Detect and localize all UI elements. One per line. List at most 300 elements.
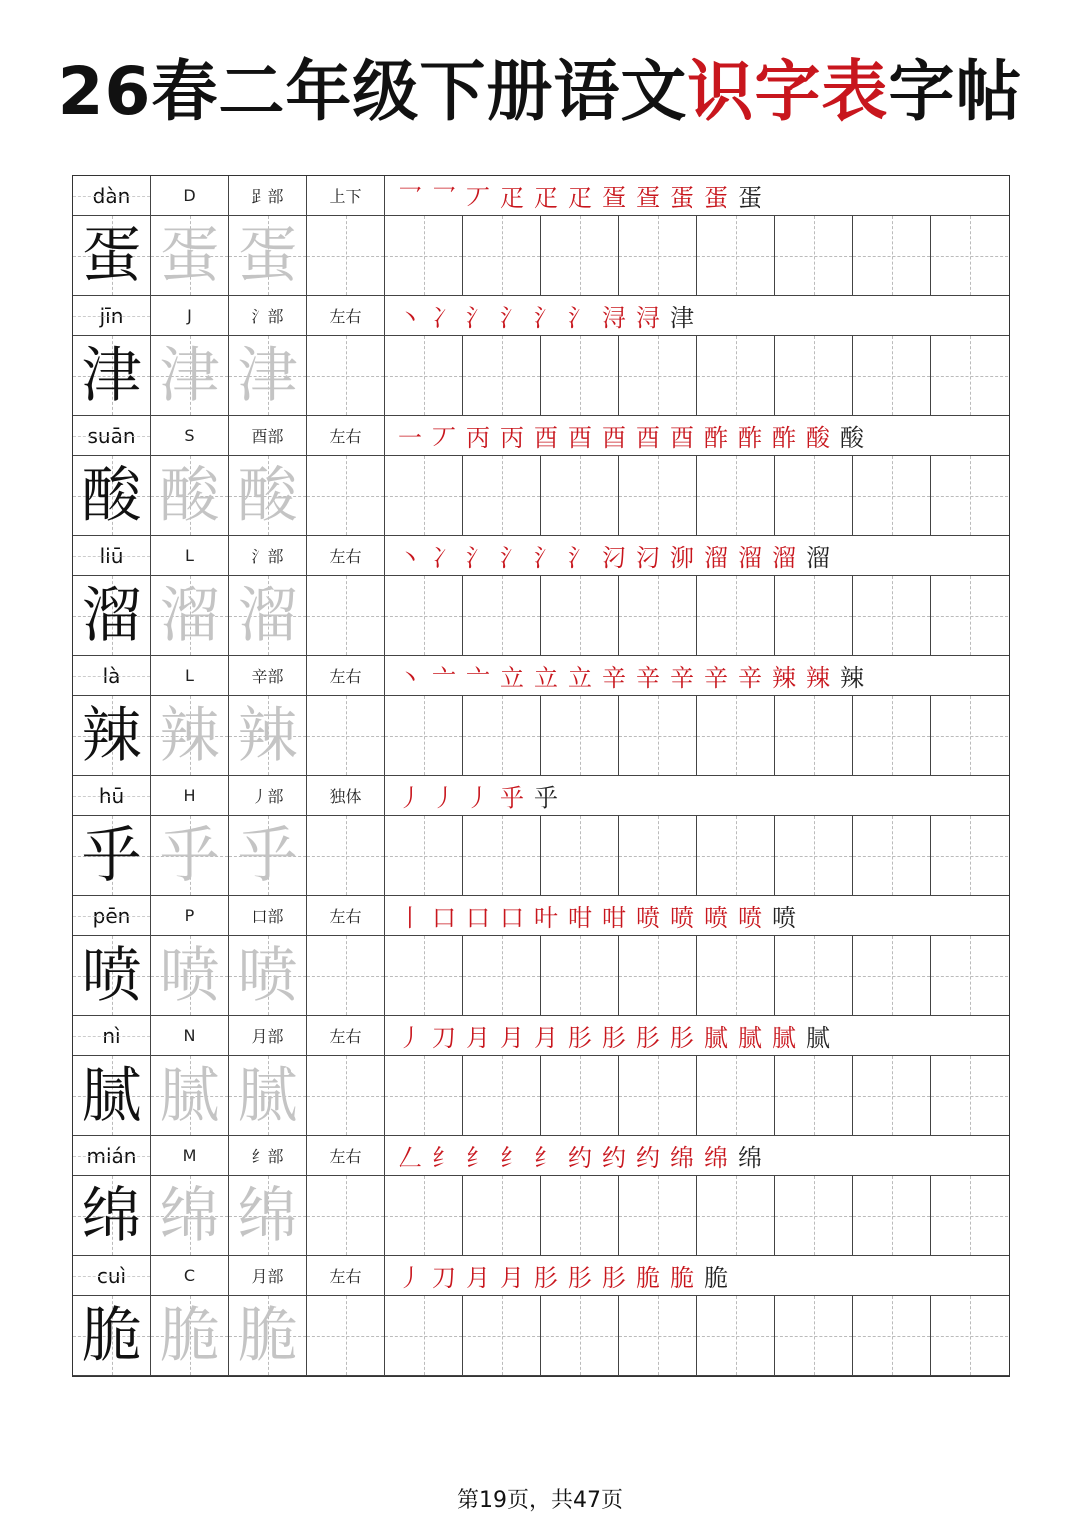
cell-guide-vertical	[970, 456, 971, 535]
cell-guide-vertical	[658, 936, 659, 1015]
writing-cell[interactable]	[463, 1056, 541, 1135]
cell-guide-vertical	[502, 1056, 503, 1135]
writing-cell[interactable]	[697, 456, 775, 535]
stroke-step	[461, 418, 495, 453]
trace-character: 蛋	[159, 220, 220, 291]
stroke-order-cell	[385, 296, 1009, 335]
pinyin-text: mián	[86, 1143, 137, 1168]
stroke-step	[427, 298, 461, 333]
stroke-step	[597, 178, 631, 213]
stroke-step	[563, 898, 597, 933]
structure-text: 左右	[329, 427, 362, 446]
writing-cell[interactable]	[775, 1176, 853, 1255]
stroke-glyph: 辛	[704, 664, 728, 692]
stroke-step	[835, 658, 869, 693]
info-cell-radical	[229, 776, 307, 815]
writing-cell[interactable]	[463, 1176, 541, 1255]
letter-text: S	[184, 426, 195, 445]
writing-cell[interactable]	[697, 1296, 775, 1375]
writing-cell	[73, 456, 151, 535]
stroke-glyph: 酸	[840, 424, 864, 452]
stroke-step	[597, 898, 631, 933]
stroke-glyph: 月	[466, 1264, 490, 1292]
stroke-step	[699, 1138, 733, 1173]
model-character: 辣	[81, 700, 142, 771]
cell-guide-vertical	[814, 936, 815, 1015]
stroke-step	[631, 418, 665, 453]
info-cell-structure	[307, 416, 385, 455]
writing-cell[interactable]	[697, 936, 775, 1015]
writing-cell[interactable]	[385, 216, 463, 295]
stroke-glyph: 纟	[500, 1144, 524, 1172]
writing-cell[interactable]	[229, 216, 307, 295]
writing-cell[interactable]	[931, 576, 1008, 655]
writing-cell[interactable]	[853, 576, 931, 655]
stroke-glyph: 肜	[534, 1264, 558, 1292]
stroke-step	[665, 1018, 699, 1053]
writing-cell[interactable]	[463, 576, 541, 655]
writing-cell[interactable]	[463, 216, 541, 295]
cell-guide-vertical	[814, 1296, 815, 1375]
cell-guide-vertical	[580, 1176, 581, 1255]
writing-cell[interactable]	[853, 936, 931, 1015]
cell-guide-vertical	[346, 696, 347, 775]
stroke-glyph: 酢	[772, 424, 796, 452]
cell-guide-vertical	[736, 816, 737, 895]
writing-cell[interactable]	[931, 456, 1008, 535]
stroke-glyph: 溜	[704, 544, 728, 572]
info-cell-radical	[229, 656, 307, 695]
writing-cell[interactable]	[307, 216, 385, 295]
writing-cell[interactable]	[775, 1296, 853, 1375]
writing-cell[interactable]	[385, 1056, 463, 1135]
info-row	[73, 296, 1009, 336]
title-highlight: 识字表	[687, 53, 889, 130]
writing-cell[interactable]	[385, 336, 463, 415]
stroke-glyph: 喷	[704, 904, 728, 932]
writing-cell[interactable]	[775, 816, 853, 895]
cell-guide-vertical	[580, 816, 581, 895]
writing-cell[interactable]	[619, 816, 697, 895]
stroke-step	[427, 898, 461, 933]
writing-cell[interactable]	[541, 216, 619, 295]
stroke-step	[461, 1018, 495, 1053]
writing-cell[interactable]	[775, 1056, 853, 1135]
cell-guide-vertical	[424, 216, 425, 295]
stroke-step	[563, 1258, 597, 1293]
writing-cell[interactable]	[307, 816, 385, 895]
stroke-step	[427, 1018, 461, 1053]
writing-cell[interactable]	[385, 576, 463, 655]
info-cell-pinyin	[73, 896, 151, 935]
stroke-glyph: 氵	[466, 304, 490, 332]
stroke-step	[665, 418, 699, 453]
cell-guide-vertical	[658, 816, 659, 895]
info-cell-structure	[307, 176, 385, 215]
cell-guide-vertical	[424, 336, 425, 415]
stroke-step	[461, 658, 495, 693]
stroke-glyph: 咁	[568, 904, 592, 932]
cell-guide-vertical	[736, 696, 737, 775]
page-title	[0, 52, 1080, 132]
writing-cell[interactable]	[697, 816, 775, 895]
writing-cell[interactable]	[775, 216, 853, 295]
stroke-glyph: 丙	[466, 424, 490, 452]
stroke-step	[597, 418, 631, 453]
writing-cell[interactable]	[151, 456, 229, 535]
trace-character: 腻	[237, 1060, 298, 1131]
stroke-glyph: 汈	[636, 544, 660, 572]
model-character: 蛋	[81, 220, 142, 291]
writing-cell[interactable]	[931, 1296, 1008, 1375]
cell-guide-vertical	[502, 696, 503, 775]
stroke-step	[529, 538, 563, 573]
writing-row	[73, 456, 1009, 536]
stroke-glyph: 氵	[568, 544, 592, 572]
cell-guide-vertical	[658, 216, 659, 295]
writing-cell[interactable]	[463, 456, 541, 535]
stroke-step	[801, 658, 835, 693]
stroke-glyph: 丿	[466, 784, 490, 812]
stroke-glyph: 丨	[398, 904, 422, 932]
stroke-glyph: 亠	[432, 664, 456, 692]
stroke-step	[631, 658, 665, 693]
stroke-glyph: 纟	[466, 1144, 490, 1172]
writing-cell[interactable]	[385, 456, 463, 535]
cell-guide-vertical	[424, 456, 425, 535]
stroke-step	[631, 538, 665, 573]
writing-cell[interactable]	[775, 576, 853, 655]
cell-guide-vertical	[892, 936, 893, 1015]
writing-cell[interactable]	[229, 1296, 307, 1375]
stroke-step	[563, 1138, 597, 1173]
cell-guide-vertical	[346, 1176, 347, 1255]
cell-guide-vertical	[736, 336, 737, 415]
stroke-glyph: 脆	[704, 1264, 728, 1292]
writing-cell[interactable]	[853, 216, 931, 295]
stroke-step	[529, 658, 563, 693]
stroke-glyph: 叶	[534, 904, 558, 932]
writing-cell[interactable]	[151, 816, 229, 895]
writing-cell[interactable]	[385, 936, 463, 1015]
stroke-glyph: 喷	[636, 904, 660, 932]
stroke-glyph: 酉	[568, 424, 592, 452]
cell-guide-vertical	[814, 576, 815, 655]
stroke-step	[597, 538, 631, 573]
writing-cell[interactable]	[853, 456, 931, 535]
cell-guide-vertical	[970, 576, 971, 655]
writing-cell[interactable]	[385, 1176, 463, 1255]
writing-cell[interactable]	[619, 336, 697, 415]
trace-character: 溜	[159, 580, 220, 651]
writing-cell[interactable]	[307, 456, 385, 535]
writing-cell[interactable]	[463, 936, 541, 1015]
writing-row	[73, 1176, 1009, 1256]
writing-cell[interactable]	[775, 456, 853, 535]
writing-cell[interactable]	[385, 1296, 463, 1375]
stroke-step	[427, 1138, 461, 1173]
stroke-glyph: 疋	[500, 184, 524, 212]
trace-character: 绵	[237, 1180, 298, 1251]
trace-character: 酸	[237, 460, 298, 531]
stroke-order-cell	[385, 1256, 1009, 1295]
info-cell-letter	[151, 296, 229, 335]
writing-cell[interactable]	[229, 456, 307, 535]
stroke-order-cell	[385, 176, 1009, 215]
stroke-glyph: 一	[398, 424, 422, 452]
stroke-glyph: 酸	[806, 424, 830, 452]
writing-cell[interactable]	[931, 816, 1008, 895]
stroke-glyph: 疋	[568, 184, 592, 212]
writing-cell	[73, 1296, 151, 1375]
info-row	[73, 776, 1009, 816]
pinyin-text: pēn	[92, 903, 131, 928]
writing-cell[interactable]	[619, 456, 697, 535]
writing-cell[interactable]	[307, 936, 385, 1015]
stroke-step	[495, 418, 529, 453]
trace-character: 津	[237, 340, 298, 411]
stroke-order-cell	[385, 1136, 1009, 1175]
cell-guide-vertical	[970, 1296, 971, 1375]
writing-cell[interactable]	[541, 936, 619, 1015]
trace-character: 乎	[237, 820, 298, 891]
writing-cell	[73, 576, 151, 655]
radical-text: 辛部	[251, 667, 284, 686]
writing-cell[interactable]	[541, 1176, 619, 1255]
stroke-glyph: 脆	[636, 1264, 660, 1292]
cell-guide-vertical	[346, 336, 347, 415]
writing-cell[interactable]	[307, 1056, 385, 1135]
writing-row	[73, 336, 1009, 416]
stroke-step	[393, 658, 427, 693]
writing-cell[interactable]	[931, 336, 1008, 415]
stroke-glyph: 溜	[738, 544, 762, 572]
writing-cell[interactable]	[151, 1176, 229, 1255]
stroke-glyph: 立	[568, 664, 592, 692]
writing-cell[interactable]	[151, 696, 229, 775]
stroke-step	[699, 178, 733, 213]
pinyin-guide-line	[73, 436, 150, 437]
writing-cell[interactable]	[697, 1176, 775, 1255]
stroke-order-cell	[385, 1016, 1009, 1055]
writing-cell[interactable]	[541, 696, 619, 775]
cell-guide-vertical	[736, 936, 737, 1015]
radical-text: 纟部	[251, 1147, 284, 1166]
writing-cell[interactable]	[463, 696, 541, 775]
writing-cell[interactable]	[619, 216, 697, 295]
writing-cell[interactable]	[151, 216, 229, 295]
stroke-step	[665, 538, 699, 573]
writing-cell[interactable]	[229, 1176, 307, 1255]
trace-character: 喷	[237, 940, 298, 1011]
writing-cell[interactable]	[853, 1176, 931, 1255]
pinyin-text: liū	[99, 543, 124, 568]
writing-cell[interactable]	[775, 696, 853, 775]
writing-cell[interactable]	[853, 1296, 931, 1375]
stroke-step	[597, 1138, 631, 1173]
writing-cell[interactable]	[463, 816, 541, 895]
stroke-step	[495, 658, 529, 693]
stroke-glyph: 丿	[398, 1264, 422, 1292]
info-cell-letter	[151, 1256, 229, 1295]
info-cell-structure	[307, 776, 385, 815]
cell-guide-vertical	[346, 456, 347, 535]
stroke-glyph: 咁	[602, 904, 626, 932]
stroke-step	[767, 1018, 801, 1053]
trace-character: 蛋	[237, 220, 298, 291]
writing-cell[interactable]	[775, 336, 853, 415]
writing-cell[interactable]	[853, 336, 931, 415]
info-row	[73, 656, 1009, 696]
writing-cell[interactable]	[931, 696, 1008, 775]
writing-cell[interactable]	[541, 336, 619, 415]
writing-cell[interactable]	[385, 816, 463, 895]
writing-cell[interactable]	[541, 576, 619, 655]
info-row	[73, 896, 1009, 936]
writing-cell[interactable]	[307, 336, 385, 415]
trace-character: 酸	[159, 460, 220, 531]
stroke-glyph: 肜	[568, 1024, 592, 1052]
stroke-glyph: 肜	[636, 1024, 660, 1052]
stroke-step	[733, 658, 767, 693]
writing-cell[interactable]	[853, 816, 931, 895]
writing-cell[interactable]	[541, 816, 619, 895]
model-character: 绵	[81, 1180, 142, 1251]
info-cell-letter	[151, 1016, 229, 1055]
writing-cell[interactable]	[931, 1176, 1008, 1255]
stroke-glyph: 辣	[806, 664, 830, 692]
info-cell-letter	[151, 776, 229, 815]
writing-cell[interactable]	[385, 696, 463, 775]
info-cell-radical	[229, 896, 307, 935]
writing-cell[interactable]	[541, 456, 619, 535]
writing-cell[interactable]	[853, 1056, 931, 1135]
info-cell-letter	[151, 896, 229, 935]
stroke-step	[665, 178, 699, 213]
stroke-glyph: 纟	[534, 1144, 558, 1172]
cell-guide-vertical	[892, 1296, 893, 1375]
writing-cell[interactable]	[697, 696, 775, 775]
stroke-glyph: 氵	[466, 544, 490, 572]
writing-cell[interactable]	[463, 1296, 541, 1375]
writing-cell[interactable]	[541, 1296, 619, 1375]
trace-character: 津	[159, 340, 220, 411]
writing-cell[interactable]	[697, 336, 775, 415]
writing-cell[interactable]	[697, 1056, 775, 1135]
writing-cell[interactable]	[931, 936, 1008, 1015]
stroke-glyph: 丶	[398, 664, 422, 692]
stroke-step	[393, 1018, 427, 1053]
writing-cell[interactable]	[463, 336, 541, 415]
stroke-glyph: 冫	[432, 304, 456, 332]
stroke-glyph: 腻	[806, 1024, 830, 1052]
writing-cell[interactable]	[229, 696, 307, 775]
writing-cell[interactable]	[307, 1296, 385, 1375]
info-cell-letter	[151, 176, 229, 215]
writing-cell[interactable]	[541, 1056, 619, 1135]
writing-cell[interactable]	[619, 1176, 697, 1255]
writing-cell[interactable]	[229, 936, 307, 1015]
writing-cell[interactable]	[697, 576, 775, 655]
writing-cell[interactable]	[151, 336, 229, 415]
cell-guide-vertical	[502, 816, 503, 895]
info-cell-structure	[307, 1136, 385, 1175]
writing-cell[interactable]	[307, 1176, 385, 1255]
writing-cell[interactable]	[151, 1296, 229, 1375]
stroke-step	[427, 1258, 461, 1293]
stroke-step	[699, 1018, 733, 1053]
stroke-glyph: 绵	[738, 1144, 762, 1172]
writing-cell[interactable]	[229, 336, 307, 415]
letter-text: M	[182, 1146, 197, 1165]
stroke-step	[529, 778, 563, 813]
radical-text: 氵部	[251, 307, 284, 326]
stroke-glyph: 乎	[500, 784, 524, 812]
writing-cell[interactable]	[619, 1056, 697, 1135]
stroke-glyph: 溜	[772, 544, 796, 572]
writing-cell[interactable]	[307, 696, 385, 775]
info-cell-pinyin	[73, 776, 151, 815]
stroke-glyph: 溜	[806, 544, 830, 572]
writing-cell[interactable]	[619, 936, 697, 1015]
stroke-glyph: 辣	[772, 664, 796, 692]
stroke-glyph: 辛	[602, 664, 626, 692]
writing-cell[interactable]	[931, 1056, 1008, 1135]
stroke-step	[631, 1258, 665, 1293]
stroke-step	[767, 418, 801, 453]
stroke-glyph: 酉	[602, 424, 626, 452]
stroke-step	[495, 898, 529, 933]
writing-cell[interactable]	[931, 216, 1008, 295]
stroke-glyph: 冫	[432, 544, 456, 572]
cell-guide-vertical	[736, 1056, 737, 1135]
info-row	[73, 1016, 1009, 1056]
stroke-step	[665, 298, 699, 333]
stroke-step	[597, 1018, 631, 1053]
stroke-order-cell	[385, 776, 1009, 815]
info-cell-letter	[151, 656, 229, 695]
cell-guide-vertical	[502, 576, 503, 655]
writing-cell[interactable]	[853, 696, 931, 775]
info-cell-pinyin	[73, 1256, 151, 1295]
cell-guide-vertical	[814, 1176, 815, 1255]
radical-text: 口部	[251, 907, 284, 926]
stroke-glyph: 腻	[772, 1024, 796, 1052]
stroke-glyph: 肜	[568, 1264, 592, 1292]
writing-cell[interactable]	[229, 576, 307, 655]
writing-cell[interactable]	[151, 936, 229, 1015]
stroke-step	[767, 898, 801, 933]
writing-cell[interactable]	[619, 576, 697, 655]
writing-cell	[73, 936, 151, 1015]
cell-guide-vertical	[892, 576, 893, 655]
writing-cell[interactable]	[775, 936, 853, 1015]
writing-row	[73, 696, 1009, 776]
writing-cell[interactable]	[229, 1056, 307, 1135]
writing-cell[interactable]	[151, 576, 229, 655]
writing-cell[interactable]	[697, 216, 775, 295]
writing-cell[interactable]	[619, 696, 697, 775]
writing-cell[interactable]	[619, 1296, 697, 1375]
writing-cell[interactable]	[151, 1056, 229, 1135]
cell-guide-vertical	[502, 1296, 503, 1375]
stroke-glyph: 腻	[704, 1024, 728, 1052]
writing-cell[interactable]	[229, 816, 307, 895]
writing-cell[interactable]	[307, 576, 385, 655]
stroke-step	[597, 658, 631, 693]
stroke-step	[461, 538, 495, 573]
cell-guide-vertical	[658, 1296, 659, 1375]
